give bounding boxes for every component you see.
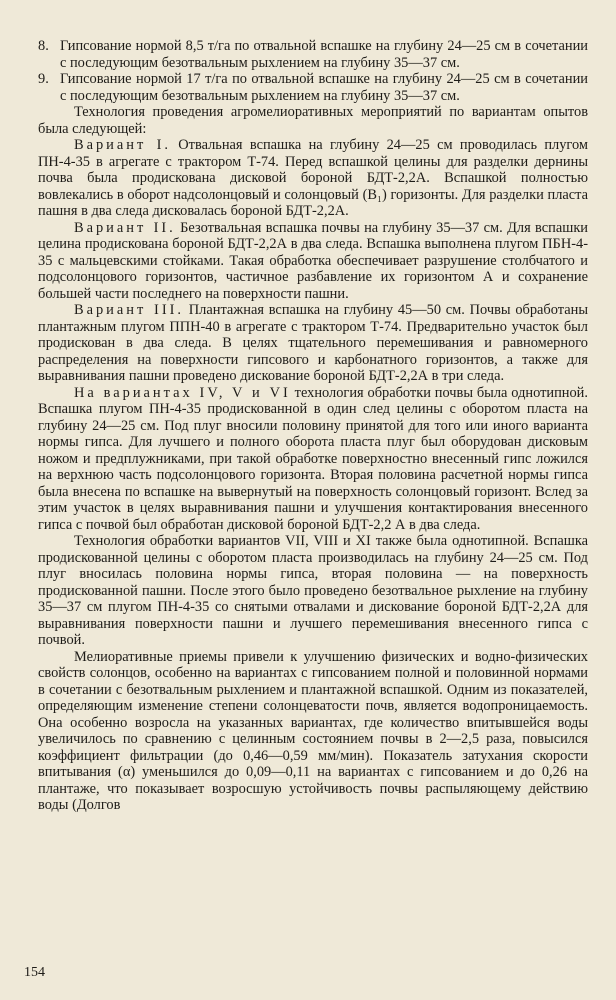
paragraph-text: Плантажная вспашка на глубину 45—50 см. Почвы обработаны плантажным плугом ППН-40 в агрегате с трактором Т-74. Предварительно участок был продискован в два следа. В целях тщательного перемешивания и равномерного распределения на поверхности гипсового и карбонатного горизонтов, а также для выравнивания пашни проведено дискование бороной БДТ-2,2А в три следа. — [38, 302, 588, 384]
paragraph-variants-7-11 — [38, 533, 588, 649]
list-item — [38, 71, 588, 104]
list-item-text: Гипсование нормой 17 т/га по отвальной вспашке на глубину 24—25 см в сочетании с последующим безотвальным рыхлением на глубину 35—37 см. — [60, 71, 588, 104]
paragraph-text: Безотвальная вспашка почвы на глубину 35—37 см. Для вспашки целина продискована бороной БДТ-2,2А в два следа. Вспашка выполнена плугом ПБН-4-35 с мальцевскими стойками. Такая обработка обеспечивает разрушение столбчатого и подсолонцового горизонтов, частичное разбавление их горизонтом А и сохранение большей части последнего на поверхности пашни. — [38, 219, 589, 302]
variant-heading: Вариант III. — [74, 302, 185, 318]
variant-heading: Технология обработки вариантов VII, VIII и XI — [74, 533, 371, 549]
variant-heading: Вариант I. — [74, 137, 171, 153]
list-item-text: Гипсование нормой 8,5 т/га по отвальной вспашке на глубину 24—25 см в сочетании с последующим безотвальным рыхлением на глубину 35—37 см. — [60, 38, 588, 71]
paragraph-text: Отвальная вспашка на глубину 24—25 см проводилась плугом ПН-4-35 в агрегате с трактором Т-74. Перед вспашкой целины для разделки дернины почва была продискована дисковой бороной БДТ-2,2А. Вспашкой полностью вовлекались в оборот надсолонцовый и солонцовый (B₁) горизонты. Для разделки пласта пашня в два следа дисковалась бороной БДТ-2,2А. — [38, 137, 588, 219]
paragraph-text: Технология проведения агромелиоративных мероприятий по вариантам опытов была следующей: — [38, 104, 588, 137]
list-item-number: 8. — [38, 38, 49, 54]
paragraph-variants-4-6 — [38, 385, 588, 534]
paragraph-variant-2 — [38, 220, 588, 303]
paragraph-text: технология обработки почвы была однотипной. Вспашка плугом ПН-4-35 продискованной в один след целины с оборотом пласта на глубину 24—25 см. Под плуг вносили половину принятой для того или иного варианта нормы гипса. Для лучшего и полного оборота пласта плуг был оборудован дисковым ножом и предплужниками, при такой обработке поверхностно внесенный гипс ложился на верхнюю часть подсолонцового горизонта. Вторая половина расчетной нормы гипса была внесена по вспашке на вывернутый на поверхность солонцовый горизонт. Вслед за этим участок в целях выравнивания пашни и улучшения контактирования внесенного гипса с почвой был обработан дисковой бороной БДТ-2,2 А в два следа. — [38, 384, 588, 533]
paragraph-text: Мелиоративные приемы привели к улучшению физических и водно-физических свойств солонцов, особенно на вариантах с гипсованием полной и половинной нормами в сочетании с безотвальным рыхлением и плантажной вспашкой. Одним из показателей, определяющим изменение степени солонцеватости почв, является водопроницаемость. Она особенно возросла на указанных вариантах, где количество впитывшейся воды увеличилось по сравнению с целинным состоянием почвы в 2—2,5 раза, повысился коэффициент фильтрации (до 0,46—0,59 мм/мин). Показатель затухания скорости впитывания (α) уменьшился до 0,09—0,11 на вариантах с гипсованием и до 0,26 на плантаже, что показывает возросшую устойчивость почвы распыляющему действию воды (Долгов — [38, 648, 588, 813]
paragraph-variant-3 — [38, 302, 588, 385]
page-number: 154 — [24, 965, 45, 980]
list-item-number: 9. — [38, 71, 49, 87]
paragraph-text: также была однотипной. Вспашка продискованной целины с оборотом пласта производилась на глубину 24—25 см. Под плуг вносилась половина нормы гипса, вторая половина — на поверхность продискованной пашни. После этого было проведено безотвальное рыхление на глубину 35—37 см плугом ПН-4-35 со снятыми отвалами и дискование бороной БДТ-2,2А для выравнивания поверхности пашни и лучшего перемешивания внесенного гипса с почвой. — [38, 533, 588, 648]
paragraph-results — [38, 649, 588, 814]
variant-heading: На вариантах IV, V и VI — [74, 384, 291, 401]
paragraph-intro — [38, 104, 588, 137]
variant-heading: Вариант II. — [74, 219, 176, 236]
page-text — [38, 38, 588, 814]
list-item — [38, 38, 588, 71]
paragraph-variant-1 — [38, 137, 588, 220]
